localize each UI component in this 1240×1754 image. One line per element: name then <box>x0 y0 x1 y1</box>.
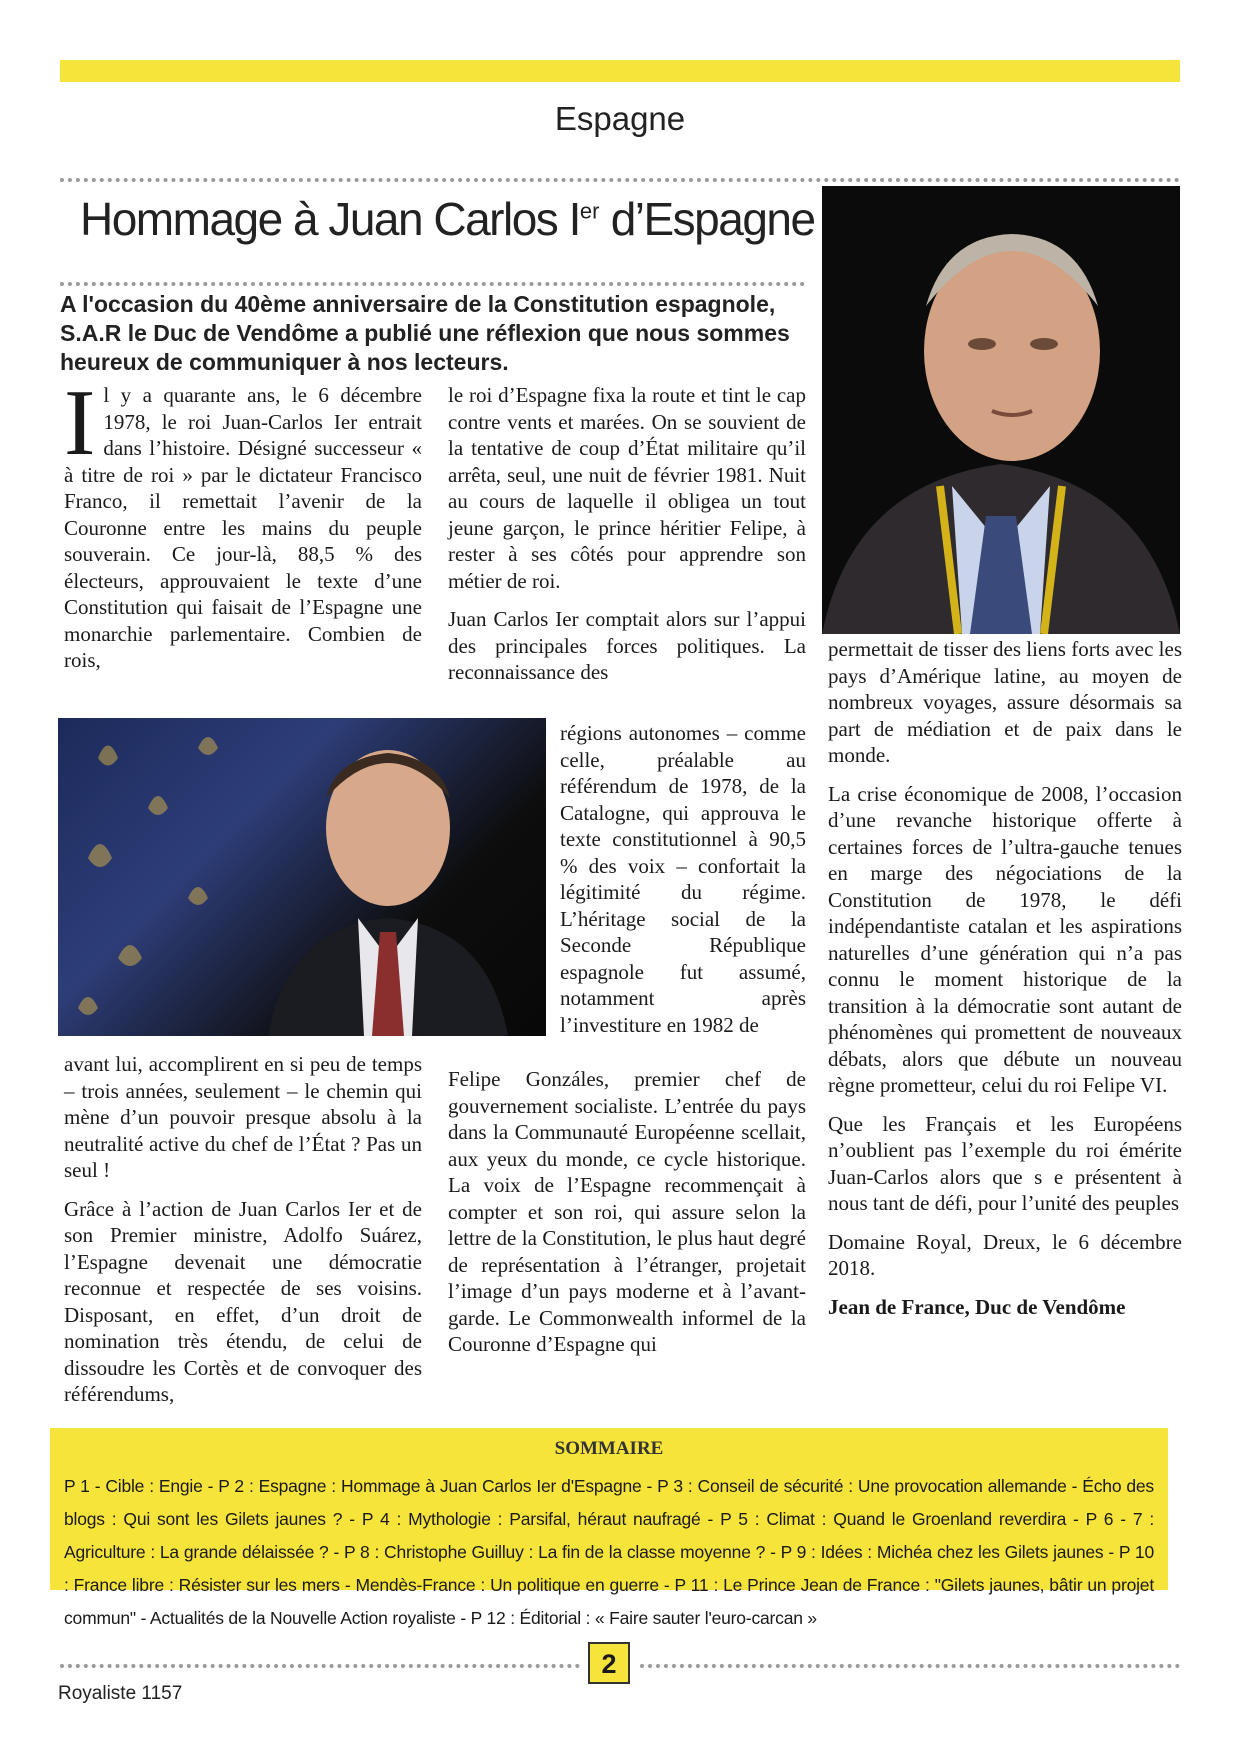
page-title <box>80 192 815 246</box>
issue-label: Royaliste 1157 <box>58 1683 183 1704</box>
article-column-2-narrow <box>560 720 806 1038</box>
article-column-3 <box>828 636 1182 1332</box>
king-portrait-image <box>822 186 1180 634</box>
article-column-2-bottom <box>448 1066 806 1370</box>
footer-rule-right <box>640 1664 1180 1668</box>
col3-paragraph-2: La crise économique de 2008, l’occasion d’une revanche historique offerte à certaines forces de l’ultra-gauche tenues en marge des négociations de la Constitution de 1978, le défi indépendantiste catalan et les aspirations naturelles d’une génération qui n’a pas connu le moment historique de la transition à la démocratie sont autant de phénomènes qui promettent de nouveaux débats, alors que débute un nouveau règne prometteur, celui du roi Felipe VI. <box>828 781 1182 1097</box>
article-column-1-continued <box>64 1051 422 1420</box>
col2-paragraph-2c: Felipe Gonzáles, premier chef de gouvernement socialiste. L’entrée du pays dans la Communauté Européenne scellait, aux yeux du monde, ce cycle historique. La voix de l’Espagne recommençait à compter et son roi, qui assure selon la lettre de la Constitution, le plus haut degré de représentation à l’étranger, projetait l’image d’un pays moderne et à l’avant-garde. Le Commonwealth informel de la Couronne d’Espagne qui <box>448 1067 806 1356</box>
drop-cap: I <box>64 371 96 475</box>
col2-paragraph-2a: Juan Carlos Ier comptait alors sur l’appui des principales forces politiques. La reconnaissance des <box>448 607 806 684</box>
article-column-2-top <box>448 382 806 686</box>
page-number: 2 <box>588 1642 630 1684</box>
top-yellow-bar <box>60 60 1180 82</box>
col3-paragraph-4: Domaine Royal, Dreux, le 6 décembre 2018. <box>828 1229 1182 1280</box>
headline-rule <box>60 282 805 286</box>
col3-paragraph-1: permettait de tisser des liens forts avec les pays d’Amérique latine, au moyen de nombreux voyages, assure désormais sa part de médiation et de paix dans le monde. <box>828 637 1182 767</box>
table-of-contents <box>50 1428 1168 1628</box>
duke-portrait-image <box>58 718 546 1036</box>
col1-paragraph-1b: avant lui, accomplirent en si peu de temps – trois années, seulement – le chemin qui mène d’un pouvoir presque absolu à la neutralité active du chef de l’État ? Pas un seul ! <box>64 1052 422 1182</box>
section-title: Espagne <box>554 100 686 137</box>
article-column-1 <box>64 371 422 686</box>
col3-paragraph-3: Que les Français et les Européens n’oublient pas l’exemple du roi émérite Juan-Carlos alors que s e présentent à nous tant de défi, pour l’unité des peuples <box>828 1111 1182 1215</box>
sommaire-text: P 1 - Cible : Engie - P 2 : Espagne : Hommage à Juan Carlos Ier d'Espagne - P 3 : Conseil de sécurité : Une provocation allemande - Écho des blogs : Qui sont les Gilets jaunes ? - P 4 : Mythologie : Parsifal, héraut naufragé - P 5 : Climat : Quand le Groenland reverdira - P 6 - 7 : Agriculture : La grande délaissée ? - P 8 : Christophe Guilluy : La fin de la classe moyenne ? - P 9 : Idées : Michéa chez les Gilets jaunes - P 10 : France libre : Résister sur les mers - Mendès-France : Un politique en guerre - P 11 : Le Prince Jean de France : "Gilets jaunes, bâtir un projet commun" - Actualités de la Nouvelle Action royaliste - P 12 : Éditorial : « Faire sauter l'euro-carcan » <box>64 1476 1154 1628</box>
duke-photo <box>58 718 546 1036</box>
sommaire-title: SOMMAIRE <box>554 1438 664 1459</box>
section-rule <box>60 178 1180 182</box>
lead-paragraph: A l'occasion du 40ème anniversaire de la Constitution espagnole, S.A.R le Duc de Vendôme a publié une réflexion que nous sommes heureux de communiquer à nos lecteurs. <box>60 291 790 375</box>
col2-paragraph-1: le roi d’Espagne fixa la route et tint le cap contre vents et marées. On se souvient de la tentative de coup d’État militaire qu’il arrêta, seul, une nuit de février 1981. Nuit au cours de laquelle il obligea un tout jeune garçon, le prince héritier Felipe, à rester à ses côtés pour apprendre son métier de roi. <box>448 383 806 593</box>
king-photo <box>822 186 1180 634</box>
headline-end: d’Espagne <box>599 193 815 245</box>
col2-paragraph-2b: régions autonomes – comme celle, préalable au référendum de 1978, de la Catalogne, qui approuva le texte constitutionnel à 90,5 % des voix – confortait la légitimité du régime. L’héritage social de la Seconde République espagnole fut assumé, notamment après l’investiture en 1982 de <box>560 721 806 1037</box>
headline-sup: er <box>579 198 600 224</box>
headline-main: Hommage à Juan Carlos I <box>80 193 580 245</box>
article-signature: Jean de France, Duc de Vendôme <box>828 1294 1126 1319</box>
col1-paragraph-1: l y a quarante ans, le 6 décembre 1978, le roi Juan-Carlos Ier entrait dans l’histoire. Désigné successeur « à titre de roi » par le dictateur Francisco Franco, il remettait l’avenir de la Couronne entre les mains du peuple souverain. Ce jour-là, 88,5 % des électeurs, approuvaient le texte d’une Constitution qui faisait de l’Espagne une monarchie parlementaire. Combien de rois, <box>64 383 422 672</box>
footer-rule-left <box>60 1664 580 1668</box>
col1-paragraph-2: Grâce à l’action de Juan Carlos Ier et de son Premier ministre, Adolfo Suárez, l’Espagne devenait une démocratie reconnue et respectée de ses voisins. Disposant, en effet, d’un droit de nomination très étendu, de celui de dissoudre les Cortès et de convoquer des référendums, <box>64 1196 422 1406</box>
